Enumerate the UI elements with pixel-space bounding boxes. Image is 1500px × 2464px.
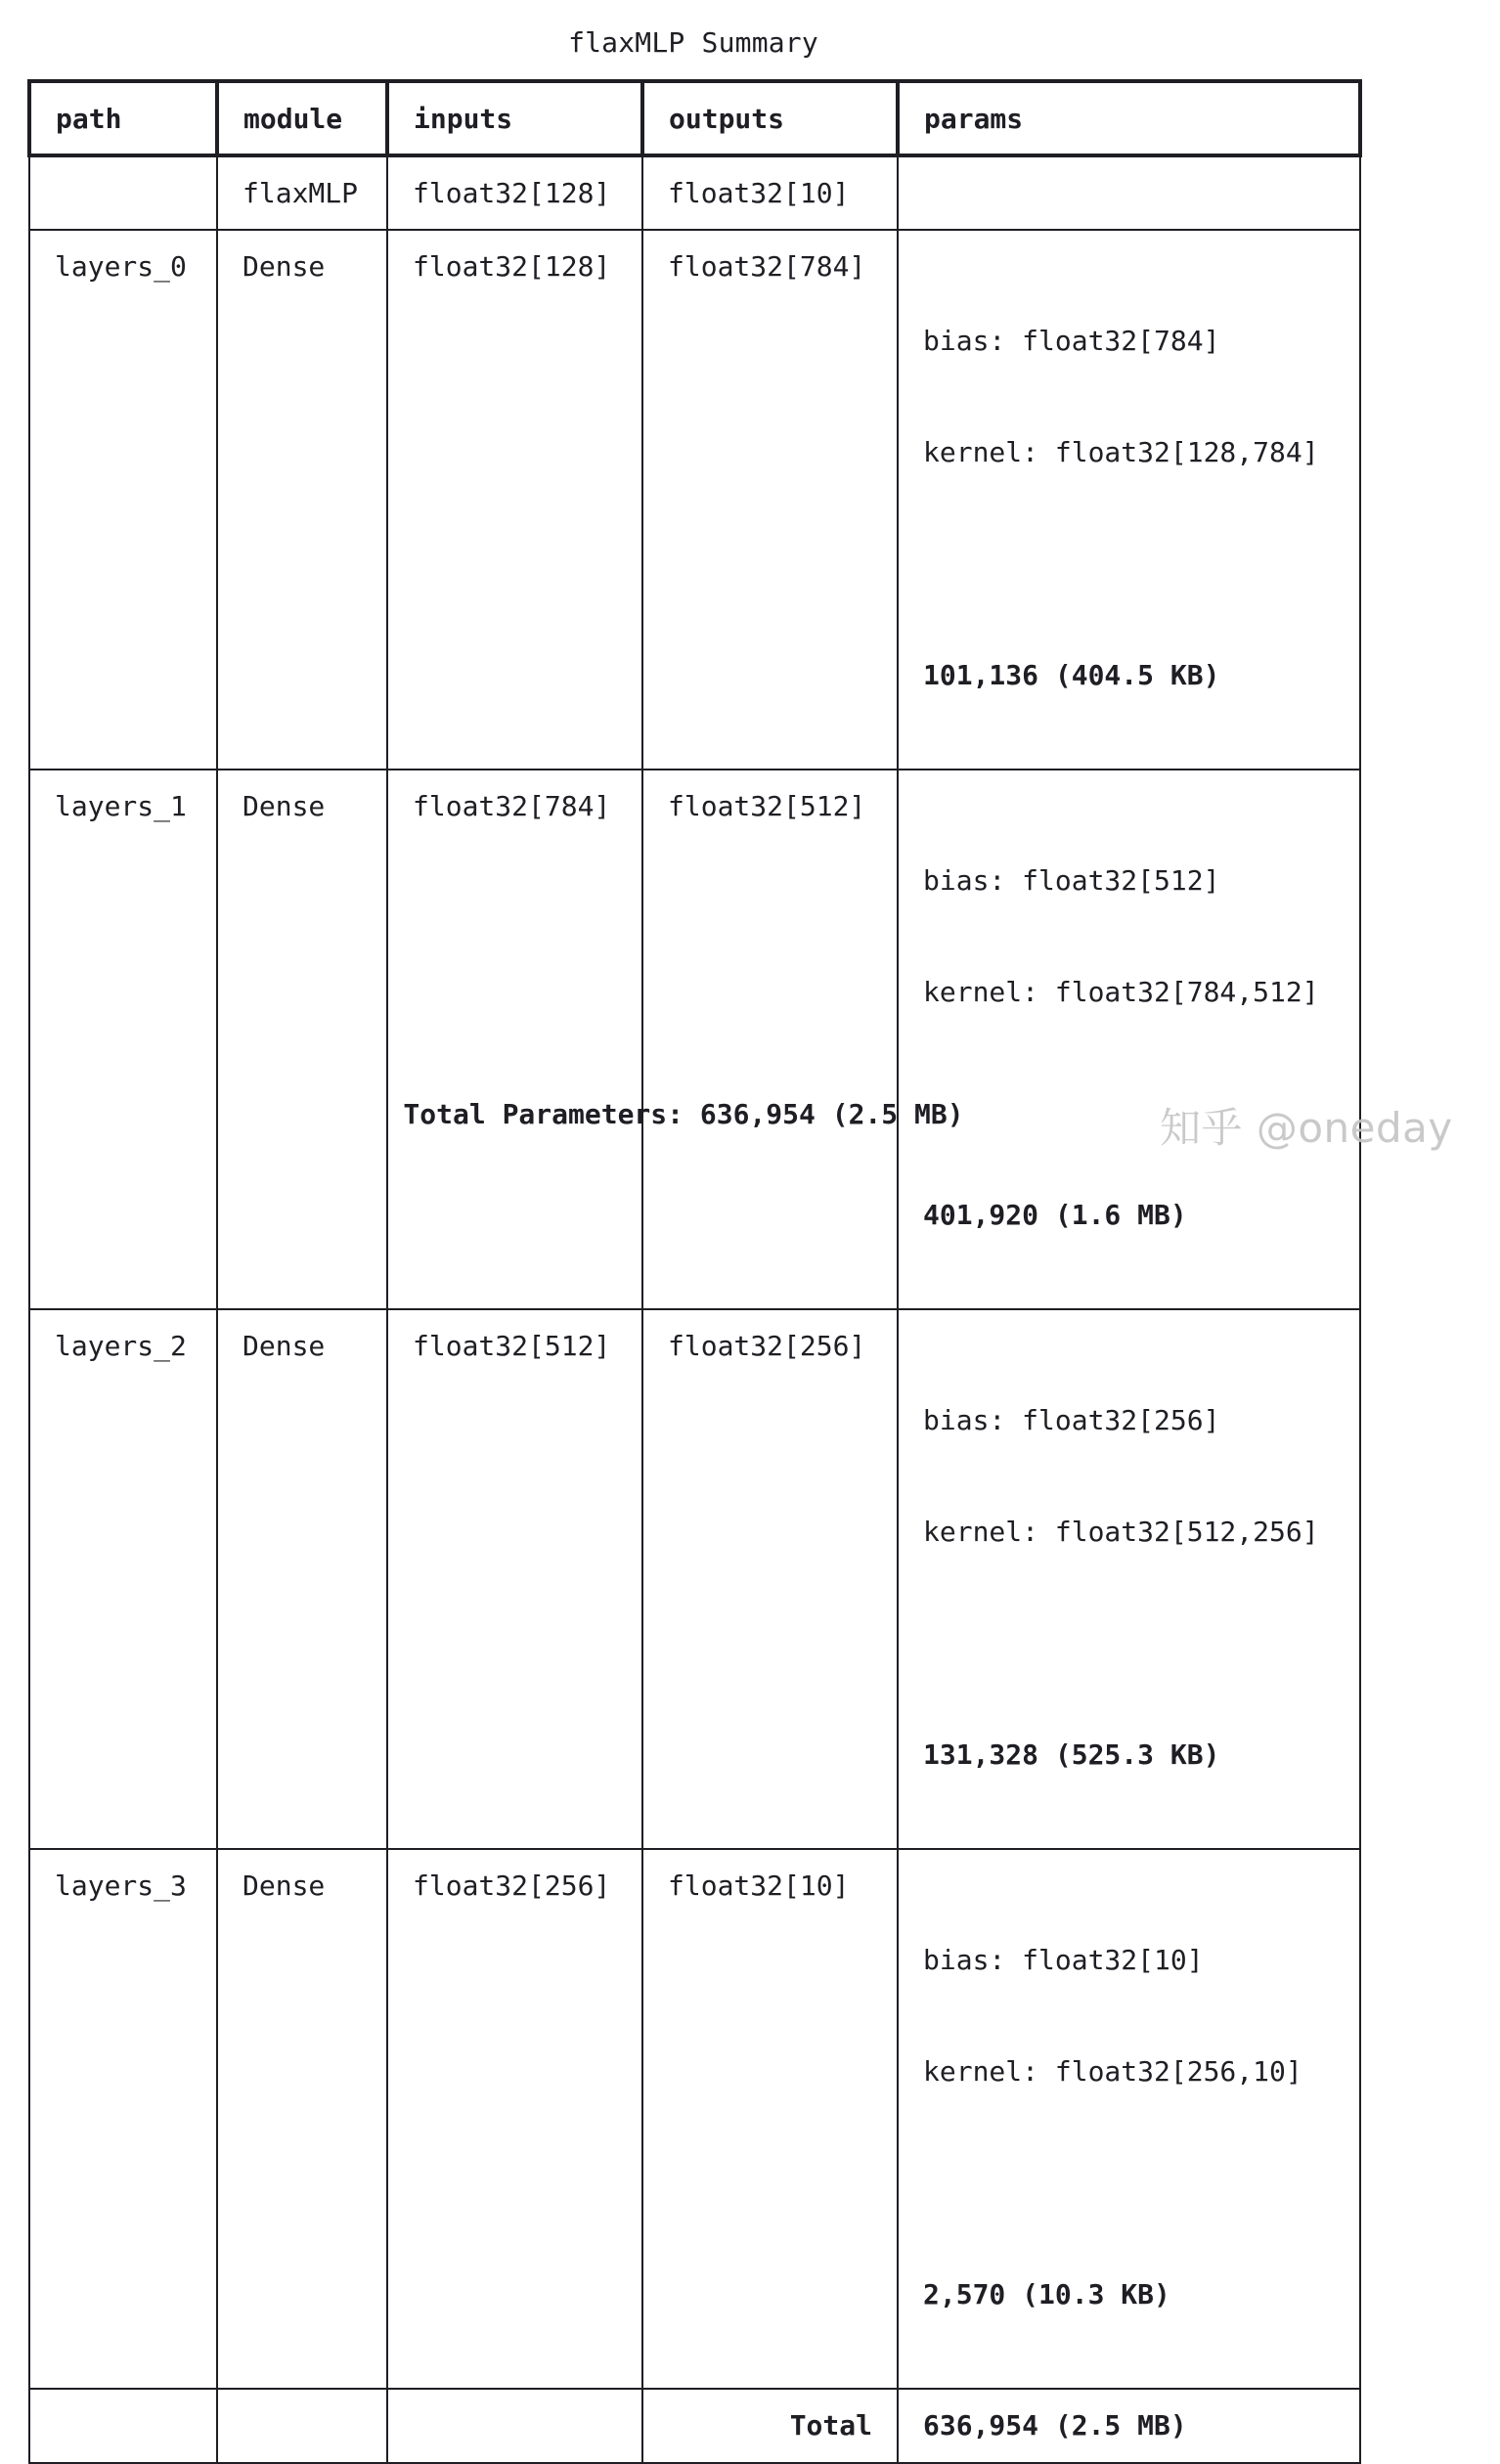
table-row-layers-3 bbox=[29, 1849, 1360, 2389]
cell-empty bbox=[387, 2389, 642, 2463]
cell-outputs: float32[10] bbox=[642, 1849, 898, 2389]
column-header-path: path bbox=[29, 81, 217, 155]
column-header-inputs: inputs bbox=[387, 81, 642, 155]
cell-inputs: float32[128] bbox=[387, 155, 642, 230]
param-bias: bias: float32[256] bbox=[923, 1404, 1220, 1436]
param-count: 101,136 (404.5 KB) bbox=[923, 659, 1220, 691]
param-spacer bbox=[923, 2165, 1359, 2202]
param-bias: bias: float32[512] bbox=[923, 864, 1220, 897]
watermark: 知乎 @oneday bbox=[1160, 1104, 1453, 1152]
cell-path: layers_3 bbox=[29, 1849, 217, 2389]
cell-outputs: float32[512] bbox=[642, 770, 898, 1309]
cell-path bbox=[29, 155, 217, 230]
cell-path: layers_1 bbox=[29, 770, 217, 1309]
param-bias: bias: float32[784] bbox=[923, 325, 1220, 357]
cell-module: Dense bbox=[217, 1309, 387, 1849]
total-value: 636,954 (2.5 MB) bbox=[898, 2389, 1360, 2463]
table-row-layers-0 bbox=[29, 230, 1360, 770]
summary-table bbox=[27, 79, 1362, 2464]
cell-module: Dense bbox=[217, 230, 387, 770]
cell-params bbox=[898, 230, 1360, 770]
cell-params bbox=[898, 770, 1360, 1309]
cell-module: Dense bbox=[217, 770, 387, 1309]
summary-title: flaxMLP Summary bbox=[568, 26, 818, 59]
cell-outputs: float32[10] bbox=[642, 155, 898, 230]
header-row bbox=[29, 81, 1360, 155]
cell-inputs: float32[784] bbox=[387, 770, 642, 1309]
param-count: 131,328 (525.3 KB) bbox=[923, 1738, 1220, 1771]
cell-path: layers_0 bbox=[29, 230, 217, 770]
param-spacer bbox=[923, 1625, 1359, 1662]
cell-params bbox=[898, 1849, 1360, 2389]
param-kernel: kernel: float32[128,784] bbox=[923, 436, 1319, 468]
table-row-layers-2 bbox=[29, 1309, 1360, 1849]
param-spacer bbox=[923, 546, 1359, 583]
total-label: Total bbox=[642, 2389, 898, 2463]
total-parameters-text: Total Parameters: 636,954 (2.5 MB) bbox=[403, 1098, 964, 1130]
cell-outputs: float32[784] bbox=[642, 230, 898, 770]
table-row-layers-1 bbox=[29, 770, 1360, 1309]
table-row-root bbox=[29, 155, 1360, 230]
cell-module: Dense bbox=[217, 1849, 387, 2389]
cell-inputs: float32[128] bbox=[387, 230, 642, 770]
cell-inputs: float32[256] bbox=[387, 1849, 642, 2389]
param-bias: bias: float32[10] bbox=[923, 1944, 1204, 1976]
column-header-params: params bbox=[898, 81, 1360, 155]
cell-empty bbox=[217, 2389, 387, 2463]
param-kernel: kernel: float32[256,10] bbox=[923, 2055, 1302, 2088]
table-row-total bbox=[29, 2389, 1360, 2463]
column-header-module: module bbox=[217, 81, 387, 155]
cell-outputs: float32[256] bbox=[642, 1309, 898, 1849]
param-kernel: kernel: float32[512,256] bbox=[923, 1516, 1319, 1548]
column-header-outputs: outputs bbox=[642, 81, 898, 155]
cell-empty bbox=[29, 2389, 217, 2463]
cell-params bbox=[898, 155, 1360, 230]
param-count: 2,570 (10.3 KB) bbox=[923, 2278, 1170, 2310]
cell-module: flaxMLP bbox=[217, 155, 387, 230]
param-kernel: kernel: float32[784,512] bbox=[923, 976, 1319, 1008]
cell-params bbox=[898, 1309, 1360, 1849]
cell-inputs: float32[512] bbox=[387, 1309, 642, 1849]
param-count: 401,920 (1.6 MB) bbox=[923, 1199, 1187, 1231]
cell-path: layers_2 bbox=[29, 1309, 217, 1849]
